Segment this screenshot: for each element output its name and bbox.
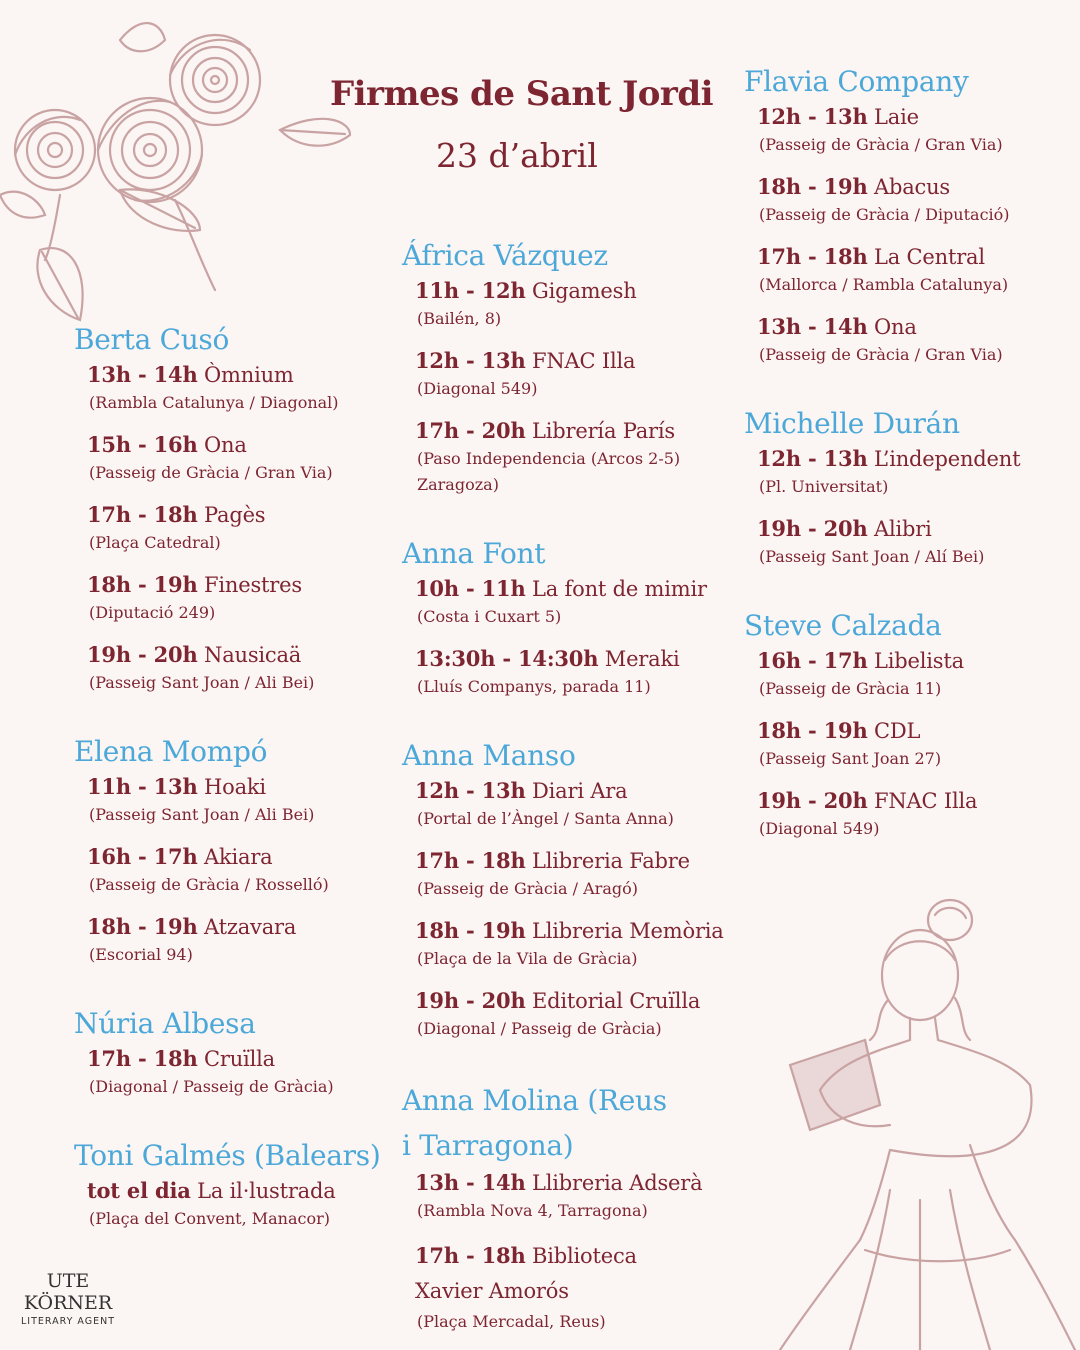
event-time: 17h - 18h <box>87 1046 198 1071</box>
event-address: (Passeig de Gràcia / Aragó) <box>417 879 638 898</box>
event-time: 11h - 13h <box>87 774 198 799</box>
event-time: 18h - 19h <box>415 918 526 943</box>
logo-line-2: KÖRNER <box>23 1292 113 1314</box>
event-address: (Bailén, 8) <box>417 309 502 328</box>
signing-event <box>87 1176 394 1232</box>
event-venue: Laie <box>874 105 919 129</box>
signing-event <box>757 514 1074 570</box>
event-line <box>415 776 737 806</box>
signing-event <box>87 772 394 828</box>
event-venue: Òmnium <box>204 363 294 387</box>
rose-flower <box>170 35 260 125</box>
event-venue: Llibreria Adserà <box>532 1171 703 1195</box>
signing-event <box>87 842 394 898</box>
event-venue: Hoaki <box>204 775 266 799</box>
signing-event <box>415 276 737 332</box>
event-time: 19h - 20h <box>87 642 198 667</box>
event-time: 17h - 18h <box>415 1243 526 1268</box>
event-venue: CDL <box>874 719 921 743</box>
event-time: 17h - 18h <box>415 848 526 873</box>
rose-leaf <box>120 23 165 51</box>
signing-event <box>87 500 394 556</box>
event-address: (Passeig de Gràcia / Gran Via) <box>759 135 1003 154</box>
signing-event <box>757 172 1074 228</box>
event-line <box>87 640 394 670</box>
signing-event <box>415 416 737 498</box>
event-line <box>87 912 394 942</box>
event-time: 18h - 19h <box>87 914 198 939</box>
event-time: 13h - 14h <box>415 1170 526 1195</box>
event-line <box>415 416 737 446</box>
event-time: 19h - 20h <box>415 988 526 1013</box>
author-name: Berta Cusó <box>74 323 230 356</box>
event-time: 18h - 19h <box>757 174 868 199</box>
logo-line-1: UTE <box>46 1270 90 1292</box>
event-time: 12h - 13h <box>757 446 868 471</box>
event-line <box>757 786 1074 816</box>
event-venue: Atzavara <box>204 915 297 939</box>
event-venue: Abacus <box>874 175 951 199</box>
author-block <box>402 1078 737 1335</box>
logo-line-3: LITERARY AGENT <box>20 1316 116 1327</box>
author-block <box>402 534 737 700</box>
event-time: 17h - 18h <box>87 502 198 527</box>
event-venue: Alibri <box>874 517 932 541</box>
event-address: (Passeig de Gràcia / Gran Via) <box>89 463 333 482</box>
event-address: (Diagonal 549) <box>759 819 880 838</box>
event-line <box>415 1168 737 1198</box>
agency-logo <box>18 1270 118 1330</box>
event-venue: Pagès <box>204 503 266 527</box>
event-venue: Ona <box>204 433 247 457</box>
event-address: (Plaça de la Vila de Gràcia) <box>417 949 638 968</box>
event-address: (Plaça del Convent, Manacor) <box>89 1209 331 1228</box>
event-date: 23 d’abril <box>436 136 598 175</box>
event-time: 13h - 14h <box>87 362 198 387</box>
event-line <box>415 916 737 946</box>
event-address: (Passeig de Gràcia / Gran Via) <box>759 345 1003 364</box>
event-address: (Lluís Companys, parada 11) <box>417 677 651 696</box>
event-venue: Diari Ara <box>532 779 628 803</box>
event-address: (Passeig de Gràcia / Diputació) <box>759 205 1010 224</box>
author-block <box>402 736 737 1042</box>
event-time: 18h - 19h <box>87 572 198 597</box>
event-line <box>415 276 737 306</box>
reading-woman-illustration <box>770 890 1080 1350</box>
column-right <box>744 62 1074 878</box>
event-address: (Diagonal / Passeig de Gràcia) <box>417 1019 662 1038</box>
signing-event <box>87 1044 394 1100</box>
event-address: (Plaça Catedral) <box>89 533 221 552</box>
author-name: Flavia Company <box>744 65 969 98</box>
event-time: tot el dia <box>87 1178 191 1203</box>
event-venue: Libelista <box>874 649 964 673</box>
signing-event <box>415 986 737 1042</box>
event-line <box>415 574 737 604</box>
event-line <box>757 242 1074 272</box>
event-venue: FNAC Illa <box>532 349 636 373</box>
event-venue: Editorial Cruïlla <box>532 989 701 1013</box>
event-venue: Llibreria Fabre <box>532 849 690 873</box>
event-time: 16h - 17h <box>757 648 868 673</box>
event-address: (Rambla Catalunya / Diagonal) <box>89 393 339 412</box>
author-name: Steve Calzada <box>744 609 942 642</box>
page-title: Firmes de Sant Jordi <box>330 74 714 114</box>
event-venue: FNAC Illa <box>874 789 978 813</box>
event-time: 17h - 20h <box>415 418 526 443</box>
signing-event <box>415 346 737 402</box>
event-venue: Nausicaä <box>204 643 302 667</box>
signing-event <box>757 242 1074 298</box>
signing-event <box>415 846 737 902</box>
signing-event <box>87 640 394 696</box>
event-venue: Cruïlla <box>204 1047 275 1071</box>
event-venue: La font de mimir <box>532 577 707 601</box>
event-line <box>415 1238 655 1309</box>
event-address: (Passeig de Gràcia 11) <box>759 679 942 698</box>
event-time: 17h - 18h <box>757 244 868 269</box>
signing-event <box>757 312 1074 368</box>
event-line <box>415 846 737 876</box>
event-address: (Mallorca / Rambla Catalunya) <box>759 275 1009 294</box>
column-left <box>74 320 394 1268</box>
event-venue: Akiara <box>204 845 273 869</box>
author-block <box>744 606 1074 842</box>
signing-event <box>415 574 737 630</box>
event-line <box>415 644 737 674</box>
event-address: (Costa i Cuxart 5) <box>417 607 562 626</box>
event-time: 19h - 20h <box>757 788 868 813</box>
signing-event <box>757 444 1074 500</box>
signing-event <box>757 102 1074 158</box>
event-line <box>757 646 1074 676</box>
column-middle <box>402 236 737 1350</box>
event-time: 12h - 13h <box>415 778 526 803</box>
author-name: Elena Mompó <box>74 735 268 768</box>
signing-event <box>415 644 737 700</box>
event-address: (Plaça Mercadal, Reus) <box>417 1312 606 1331</box>
signing-event <box>757 716 1074 772</box>
event-time: 15h - 16h <box>87 432 198 457</box>
event-line <box>757 716 1074 746</box>
event-time: 13h - 14h <box>757 314 868 339</box>
event-line <box>87 570 394 600</box>
event-line <box>87 360 394 390</box>
signing-event <box>415 1168 737 1224</box>
author-block <box>74 320 394 696</box>
event-line <box>87 842 394 872</box>
author-block <box>74 1004 394 1100</box>
event-venue: Meraki <box>604 647 680 671</box>
signing-event <box>757 646 1074 702</box>
event-line <box>757 102 1074 132</box>
author-name: África Vázquez <box>402 239 608 272</box>
event-line <box>757 312 1074 342</box>
event-address: (Passeig de Gràcia / Rosselló) <box>89 875 329 894</box>
event-line <box>87 772 394 802</box>
event-time: 18h - 19h <box>757 718 868 743</box>
signing-event <box>757 786 1074 842</box>
event-venue: Librería París <box>532 419 675 443</box>
event-line <box>87 500 394 530</box>
event-line <box>415 986 737 1016</box>
signing-event <box>415 916 737 972</box>
signing-event <box>87 360 394 416</box>
event-address: (Portal de l’Àngel / Santa Anna) <box>417 809 674 828</box>
event-venue: Gigamesh <box>532 279 637 303</box>
event-address: (Pl. Universitat) <box>759 477 889 496</box>
event-time: 19h - 20h <box>757 516 868 541</box>
author-block <box>74 732 394 968</box>
event-venue: La Central <box>874 245 985 269</box>
signing-event <box>415 776 737 832</box>
event-line <box>757 444 1074 474</box>
signing-event <box>87 570 394 626</box>
event-address: (Passeig Sant Joan / Ali Bei) <box>89 673 315 692</box>
event-time: 13:30h - 14:30h <box>415 646 599 671</box>
event-venue: L’independent <box>874 447 1021 471</box>
event-line <box>757 514 1074 544</box>
author-block <box>744 62 1074 368</box>
event-address: (Rambla Nova 4, Tarragona) <box>417 1201 648 1220</box>
event-venue: Ona <box>874 315 917 339</box>
event-time: 16h - 17h <box>87 844 198 869</box>
author-name: Anna Font <box>402 537 546 570</box>
author-block <box>402 236 737 498</box>
event-address: (Passeig Sant Joan 27) <box>759 749 942 768</box>
author-block <box>744 404 1074 570</box>
rose-leaf <box>0 192 45 218</box>
rose-flower <box>15 110 95 190</box>
event-line <box>757 172 1074 202</box>
event-line <box>87 1176 394 1206</box>
event-address: (Diagonal / Passeig de Gràcia) <box>89 1077 334 1096</box>
event-time: 12h - 13h <box>757 104 868 129</box>
event-address: (Paso Independencia (Arcos 2-5) Zaragoza) <box>417 449 681 494</box>
author-name: Anna Molina (Reus i Tarragona) <box>402 1084 667 1162</box>
event-venue: Finestres <box>204 573 302 597</box>
event-address: (Diputació 249) <box>89 603 216 622</box>
event-address: (Passeig Sant Joan / Ali Bei) <box>89 805 315 824</box>
event-venue: Llibreria Memòria <box>532 919 724 943</box>
signing-event <box>87 430 394 486</box>
event-time: 11h - 12h <box>415 278 526 303</box>
event-line <box>87 1044 394 1074</box>
event-venue: Biblioteca Xavier Amorós <box>415 1244 637 1303</box>
event-address: (Passeig Sant Joan / Alí Bei) <box>759 547 985 566</box>
author-name: Núria Albesa <box>74 1007 256 1040</box>
event-time: 12h - 13h <box>415 348 526 373</box>
event-line <box>87 430 394 460</box>
event-time: 10h - 11h <box>415 576 526 601</box>
event-address: (Escorial 94) <box>89 945 193 964</box>
author-name: Toni Galmés (Balears) <box>74 1139 381 1172</box>
roses-illustration <box>0 0 360 340</box>
author-name: Anna Manso <box>402 739 576 772</box>
signing-event <box>415 1238 737 1335</box>
author-block <box>74 1136 394 1232</box>
event-venue: La il·lustrada <box>197 1179 336 1203</box>
event-address: (Diagonal 549) <box>417 379 538 398</box>
author-name: Michelle Durán <box>744 407 960 440</box>
signing-event <box>87 912 394 968</box>
event-line <box>415 346 737 376</box>
